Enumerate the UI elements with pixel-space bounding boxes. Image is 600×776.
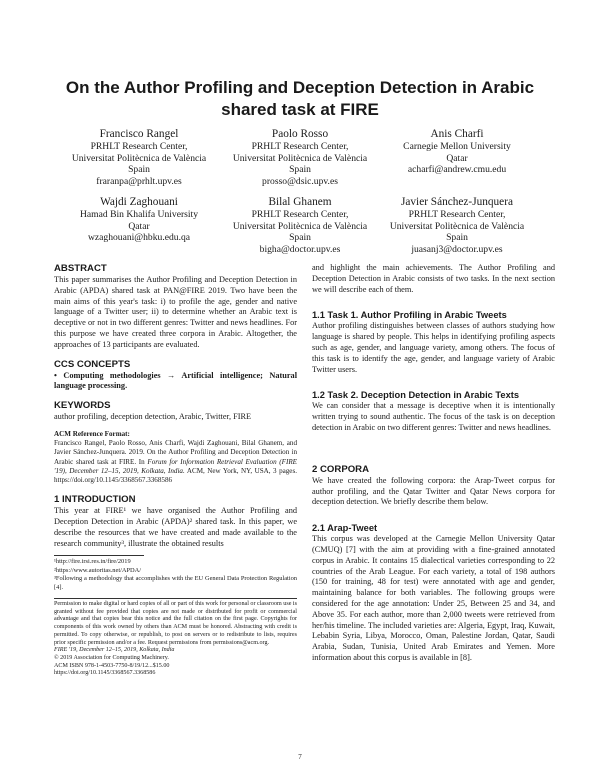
ccs-heading: CCS CONCEPTS — [54, 358, 131, 370]
author-email: bigha@doctor.upv.es — [259, 243, 341, 255]
author-block — [372, 195, 542, 255]
author-country: Spain — [289, 232, 311, 244]
author-block — [215, 195, 385, 255]
task2-heading: 1.2 Task 2. Deception Detection in Arabic Texts — [312, 390, 520, 401]
footnote-divider — [54, 555, 144, 556]
paper-title: On the Author Profiling and Deception Detection in Arabic shared task at FIRE — [65, 78, 535, 119]
author-affiliation: Hamad Bin Khalifa University — [79, 209, 199, 220]
venue-line: FIRE '19, December 12–15, 2019, Kolkata, India — [54, 647, 175, 654]
author-country: Spain — [128, 164, 150, 176]
acm-ref-venue: Forum for Information Retrieval Evaluation (FIRE '19), December 12–15, 2019, Kolkata, India. — [54, 457, 297, 475]
author-email: wzaghouani@hbku.edu.qa — [87, 232, 191, 244]
keywords-heading: KEYWORDS — [54, 400, 111, 412]
intro-continued-text: and highlight the main achievements. The Author Profiling and Deception Detection in Arabic consists of two tasks. In the next section we will describe each of them. — [312, 263, 555, 294]
right-column — [312, 263, 555, 664]
author-email: prosso@dsic.upv.es — [262, 175, 338, 187]
page-number: 7 — [298, 753, 302, 761]
author-block — [215, 127, 385, 187]
author-name: Anis Charfi — [430, 128, 484, 140]
author-affiliation: PRHLT Research Center, — [251, 141, 349, 152]
left-column — [54, 263, 297, 678]
footnotes — [54, 555, 297, 592]
author-country: Qatar — [446, 152, 468, 164]
introduction-heading: 1 INTRODUCTION — [54, 494, 136, 506]
author-affiliation: Universitat Politècnica de València — [232, 152, 368, 164]
acm-ref-doi: ACM, New York, NY, USA, 3 pages. https://doi.org/10.1145/3368567.3368586 — [54, 466, 297, 484]
isbn-line: ACM ISBN 978-1-4503-7750-8/19/12...$15.00 — [54, 662, 170, 669]
keywords-text: author profiling, deception detection, Arabic, Twitter, FIRE — [54, 412, 252, 422]
author-country: Qatar — [128, 220, 150, 232]
arap-tweet-text: This corpus was developed at the Carnegie Mellon University Qatar (CMUQ) [7] with the aim at providing with a fine-grained annotated corpus in Arabic. It contains 15 dialectical varieties corresponding to 22 countries of the Arab League. For each variety, a total of 198 authors (150 for training, 48 for test) were annotated with age and gender, maintaining balance for both variables. The following groups were considered for the age annotation: Under 25, Between 25 and 34, and Above 35. For each author, more than 2,000 tweets were retrieved from her/his timeline. The included varieties are: Algeria, Egypt, Iraq, Kuwait, Lebabin Syria, Libya, Morocco, Oman, Palestine Jordan, Qatar, Saudi Arabia, Sudan, Tunisia, United Arab Emirates and Yemen. More information about this corpus is available in [8]. — [312, 534, 555, 662]
author-affiliation: PRHLT Research Center, — [408, 209, 506, 220]
author-affiliation: Universitat Politècnica de València — [71, 152, 207, 164]
author-name: Wajdi Zaghouani — [100, 196, 178, 208]
task1-heading: 1.1 Task 1. Author Profiling in Arabic Tweets — [312, 310, 507, 321]
copyright-line: © 2019 Association for Computing Machinery. — [54, 654, 169, 661]
author-affiliation: PRHLT Research Center, — [251, 209, 349, 220]
corpora-text: We have created the following corpora: the Arap-Tweet corpus for author profiling, and the Qatar Twitter and Qatar News corpora for deception detection. We briefly describe them below. — [312, 475, 555, 507]
footnote: ¹http://fire.irsi.res.in/fire/2019 — [54, 558, 131, 566]
author-name: Paolo Rosso — [271, 128, 329, 140]
footnote: ³Following a methodology that accomplishes with the EU General Data Protection Regulation [4]. — [54, 575, 297, 591]
author-email: acharfi@andrew.cmu.edu — [407, 164, 507, 176]
task1-text: Author profiling distinguishes between classes of authors studying how language is shared by people. This helps in identifying profiling aspects such as age, gender, and language variety, among others. The focus of this task is to identify the age, gender, and language variety of Arabic Twitter users. — [312, 321, 555, 374]
author-affiliation: Carnegie Mellon University — [403, 141, 511, 152]
author-block — [372, 127, 542, 176]
author-affiliation: PRHLT Research Center, — [90, 141, 188, 152]
author-block — [54, 195, 224, 244]
author-affiliation: Universitat Politècnica de València — [232, 220, 368, 232]
corpora-heading: 2 CORPORA — [312, 463, 370, 475]
doi-line: https://doi.org/10.1145/3368567.3368586 — [54, 670, 156, 677]
author-name: Bilal Ghanem — [268, 196, 332, 208]
abstract-text: This paper summarises the Author Profiling and Deception Detection in Arabic (APDA) shared task at PAN@FIRE 2019. Two have been the main aims of this year's task: i) to profile the age, gender and native language of a Twitter user; ii) to determine whether an Arabic text is deceptive or not in two different genres: Twitter and news headlines. For this purpose we have created three corpora in Arabic. Altogether, the approaches of 13 participants are evaluated. — [54, 275, 297, 349]
ccs-text: • Computing methodologies → Artificial intelligence; Natural language processing. — [54, 370, 297, 391]
author-name: Francisco Rangel — [99, 128, 179, 140]
permission-block — [54, 598, 297, 678]
author-affiliation: Universitat Politècnica de València — [389, 220, 525, 232]
author-email: juasanj3@doctor.upv.es — [411, 243, 503, 255]
author-email: fraranpa@prhlt.upv.es — [96, 175, 182, 187]
author-country: Spain — [446, 232, 468, 244]
acm-ref-text — [54, 439, 297, 485]
arap-tweet-heading: 2.1 Arap-Tweet — [312, 523, 378, 534]
introduction-text: This year at FIRE¹ we have organised the Author Profiling and Deception Detection in Arabic (APDA)² shared task. In this paper, we describe the resources that we have created and made available to the research community³, illustrate the obtained results — [54, 506, 297, 548]
acm-ref-heading: ACM Reference Format: — [54, 429, 130, 438]
permission-divider — [54, 598, 297, 599]
footnote: ²https://www.autoritas.net/APDA/ — [54, 566, 142, 574]
author-country: Spain — [289, 164, 311, 176]
author-name: Javier Sánchez-Junquera — [401, 196, 513, 208]
acm-ref-authors: Francisco Rangel, Paolo Rosso, Anis Charfi, Wajdi Zaghouani, Bilal Ghanem, and Javier Sánchez-Junquera. 2019. On the Author Profiling and Deception Detection in Arabic shared task at FIRE. In — [54, 439, 297, 466]
author-block — [54, 127, 224, 187]
permission-text: Permission to make digital or hard copies of all or part of this work for personal or classroom use is granted without fee provided that copies are not made or distributed for profit or commercial advantage and that copies bear this notice and the full citation on the first page. Copyrights for components of this work owned by others than ACM must be honored. Abstracting with credit is permitted. To copy otherwise, or republish, to post on servers or to redistribute to lists, requires prior specific permission and/or a fee. Request permissions from permissions@acm.org. — [54, 601, 297, 646]
task2-text: We can consider that a message is deceptive when it is intentionally written trying to sound authentic. The focus of the task is on deception detection in Arabic on two different genres: Twitter and news headlines. — [312, 401, 555, 432]
abstract-heading: ABSTRACT — [54, 263, 107, 274]
